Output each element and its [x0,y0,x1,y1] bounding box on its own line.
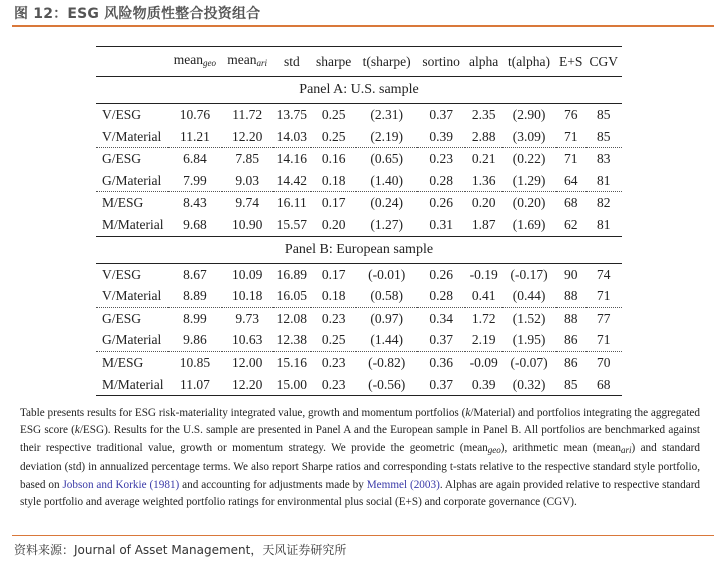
cell-sharpe: 0.17 [311,192,356,214]
cell-label: V/Material [102,128,162,144]
cell-e-plus-s: 64 [563,172,578,188]
cell-mean-geo: 10.76 [168,104,222,126]
cell-mean-geo: 11.21 [179,128,210,144]
cell-std: 15.00 [273,374,312,396]
cell-t-alpha: (-0.17) [502,263,556,285]
table-row [96,307,622,329]
cell-alpha: 2.19 [471,332,496,348]
cell-mean-ari: 12.00 [222,351,273,373]
cell-sharpe: 0.16 [311,148,356,170]
table-row [96,214,622,236]
header-sharpe: sharpe [311,47,356,77]
table-row [96,104,622,126]
cell-cgv: 82 [586,192,622,214]
cell-std: 16.89 [273,263,312,285]
cell-e-plus-s: 90 [556,263,586,285]
cell-std: 15.57 [276,216,308,232]
cell-sharpe: 0.23 [311,351,356,373]
title-divider [12,25,714,27]
table-row [96,285,622,307]
results-table [96,46,622,396]
cell-std: 15.16 [273,351,312,373]
cell-t-sharpe: (-0.01) [356,263,417,285]
header-label-col [96,47,168,77]
cell-e-plus-s: 68 [556,192,586,214]
cell-sharpe: 0.23 [311,307,356,329]
cell-mean-ari: 10.09 [222,263,273,285]
cell-mean-ari: 9.74 [222,192,273,214]
table-note: Table presents results for ESG risk-materiality integrated value, growth and momentum portfolios (k/Material) and portfolios integrating the aggregated ESG score (k/ESG). Results for the U.S. sample are presented in Panel A and the European sample in Panel B. All portfolios are benchmarked against their respective traditional value, growth or momentum strategy. We provide the geometric (mean$_{geo}$), arithmetic mean (mean$_{ari}$) and standard deviation (std) in annualized percentage terms. We also report Sharpe ratios and corresponding t-stats relative to the respective standard style portfolio, based on Jobson and Korkie (1981) and accounting for adjustments made by Memmel (2003). Alphas are again provided relative to respective standard style portfolio and average weighted portfolio ratings for environmental plus social (E+S) and corporate governance (CGV). [20,407,701,509]
cell-mean-ari: 9.03 [235,172,259,188]
citation-memmel[interactable]: Memmel (2003) [366,478,440,491]
cell-sortino: 0.37 [417,374,465,396]
table-row [96,263,622,285]
cell-std: 14.16 [273,148,312,170]
cell-cgv: 68 [586,374,622,396]
cell-mean-ari: 11.72 [222,104,273,126]
cell-cgv: 85 [586,104,622,126]
cell-alpha: 0.39 [465,374,502,396]
cell-label: G/Material [102,332,162,348]
results-table-container [96,46,622,396]
cell-sharpe: 0.25 [311,104,356,126]
table-row [96,126,622,148]
cell-t-sharpe: (1.40) [370,172,403,188]
cell-std: 12.08 [273,307,312,329]
cell-e-plus-s: 76 [556,104,586,126]
cell-t-sharpe: (2.19) [370,128,403,144]
cell-e-plus-s: 71 [563,128,578,144]
cell-label: G/ESG [96,307,168,329]
cell-t-alpha: (3.09) [512,128,546,144]
cell-mean-geo: 8.89 [183,288,207,304]
panel-a-title: Panel A: U.S. sample [299,82,419,97]
cell-sharpe: 0.25 [321,128,346,144]
citation-jobson-korkie[interactable]: Jobson and Korkie (1981) [62,478,180,491]
cell-alpha: 0.20 [465,192,502,214]
cell-std: 16.11 [273,192,312,214]
cell-cgv: 71 [597,332,611,348]
cell-cgv: 71 [597,288,611,304]
cell-mean-geo: 9.86 [183,332,207,348]
cell-sharpe: 0.23 [311,374,356,396]
cell-cgv: 85 [597,128,611,144]
cell-alpha: 1.87 [471,216,496,232]
header-t-alpha: t(alpha) [502,47,556,77]
cell-t-alpha: (0.20) [502,192,556,214]
cell-t-alpha: (0.44) [512,288,546,304]
table-row [96,329,622,351]
cell-t-sharpe: (0.24) [356,192,417,214]
header-mean-ari: mean$_{ari}$ [222,47,273,77]
cell-t-alpha: (0.32) [502,374,556,396]
cell-label: M/ESG [96,192,168,214]
cell-e-plus-s: 88 [556,307,586,329]
cell-sortino: 0.23 [417,148,465,170]
cell-sortino: 0.36 [417,351,465,373]
cell-sortino: 0.37 [417,104,465,126]
table-header-row [96,47,622,77]
cell-sharpe: 0.20 [321,216,346,232]
table-row [96,192,622,214]
cell-cgv: 70 [586,351,622,373]
header-sortino: sortino [417,47,465,77]
cell-cgv: 83 [586,148,622,170]
cell-alpha: 2.35 [465,104,502,126]
cell-sortino: 0.37 [429,332,453,348]
cell-mean-ari: 12.20 [231,128,263,144]
cell-e-plus-s: 88 [563,288,578,304]
cell-t-sharpe: (-0.56) [356,374,417,396]
cell-alpha: 0.41 [471,288,496,304]
cell-mean-geo: 6.84 [168,148,222,170]
header-alpha: alpha [465,47,502,77]
cell-label: V/ESG [96,263,168,285]
cell-mean-ari: 7.85 [222,148,273,170]
cell-alpha: 0.21 [465,148,502,170]
header-t-sharpe: t(sharpe) [356,47,417,77]
cell-alpha: 1.36 [471,172,496,188]
cell-e-plus-s: 85 [556,374,586,396]
cell-e-plus-s: 62 [563,216,578,232]
cell-t-sharpe: (0.97) [356,307,417,329]
cell-mean-geo: 10.85 [168,351,222,373]
cell-sharpe: 0.18 [321,172,346,188]
cell-e-plus-s: 71 [556,148,586,170]
cell-t-alpha: (1.52) [502,307,556,329]
cell-std: 12.38 [276,332,308,348]
table-row [96,351,622,373]
cell-sortino: 0.28 [429,288,453,304]
cell-alpha: 2.88 [471,128,496,144]
table-row [96,170,622,192]
header-std: std [273,47,312,77]
cell-alpha: -0.19 [465,263,502,285]
table-body [96,77,622,396]
cell-t-alpha: (1.95) [512,332,546,348]
cell-e-plus-s: 86 [556,351,586,373]
cell-mean-ari: 9.73 [222,307,273,329]
cell-label: M/Material [96,374,168,396]
cell-cgv: 81 [597,216,611,232]
cell-cgv: 77 [586,307,622,329]
table-row [96,148,622,170]
figure-title: 图 12：ESG 风险物质性整合投资组合 [14,6,261,22]
cell-t-sharpe: (1.44) [370,332,403,348]
cell-t-sharpe: (1.27) [370,216,403,232]
cell-t-sharpe: (0.58) [370,288,403,304]
cell-t-alpha: (2.90) [502,104,556,126]
cell-t-alpha: (1.69) [512,216,546,232]
cell-sharpe: 0.18 [321,288,346,304]
cell-mean-ari: 12.20 [222,374,273,396]
panel-b-title-row [96,236,622,263]
header-e-plus-s: E+S [556,47,586,77]
header-mean-geo: mean$_{geo}$ [168,47,222,77]
panel-a-title-row [96,77,622,104]
panel-b-title: Panel B: European sample [96,236,622,263]
table-row [96,374,622,396]
cell-mean-geo: 9.68 [183,216,207,232]
cell-alpha: 1.72 [465,307,502,329]
cell-std: 16.05 [276,288,308,304]
cell-sortino: 0.26 [417,192,465,214]
cell-sharpe: 0.25 [321,332,346,348]
header-cgv: CGV [586,47,622,77]
cell-mean-ari: 10.18 [231,288,263,304]
cell-cgv: 81 [597,172,611,188]
cell-sortino: 0.28 [429,172,453,188]
source-divider [12,535,714,536]
cell-t-alpha: (0.22) [502,148,556,170]
cell-label: M/ESG [96,351,168,373]
cell-t-sharpe: (-0.82) [356,351,417,373]
cell-label: M/Material [102,216,164,232]
cell-mean-geo: 8.43 [168,192,222,214]
cell-std: 14.42 [276,172,308,188]
cell-e-plus-s: 86 [563,332,578,348]
cell-mean-geo: 7.99 [183,172,207,188]
cell-mean-geo: 11.07 [168,374,222,396]
cell-t-alpha: (1.29) [512,172,546,188]
cell-cgv: 74 [586,263,622,285]
cell-label: V/ESG [96,104,168,126]
cell-std: 13.75 [273,104,312,126]
cell-std: 14.03 [276,128,308,144]
cell-t-sharpe: (2.31) [356,104,417,126]
cell-sortino: 0.34 [417,307,465,329]
cell-mean-geo: 8.99 [168,307,222,329]
source-line: 资料来源：Journal of Asset Management，天风证券研究所 [14,543,347,557]
cell-alpha: -0.09 [465,351,502,373]
cell-label: G/Material [102,172,162,188]
cell-label: G/ESG [96,148,168,170]
cell-t-sharpe: (0.65) [356,148,417,170]
cell-mean-ari: 10.90 [231,216,263,232]
cell-sortino: 0.31 [429,216,453,232]
cell-sharpe: 0.17 [311,263,356,285]
cell-mean-geo: 8.67 [168,263,222,285]
cell-t-alpha: (-0.07) [502,351,556,373]
cell-mean-ari: 10.63 [231,332,263,348]
cell-sortino: 0.39 [429,128,453,144]
cell-label: V/Material [102,288,162,304]
cell-sortino: 0.26 [417,263,465,285]
